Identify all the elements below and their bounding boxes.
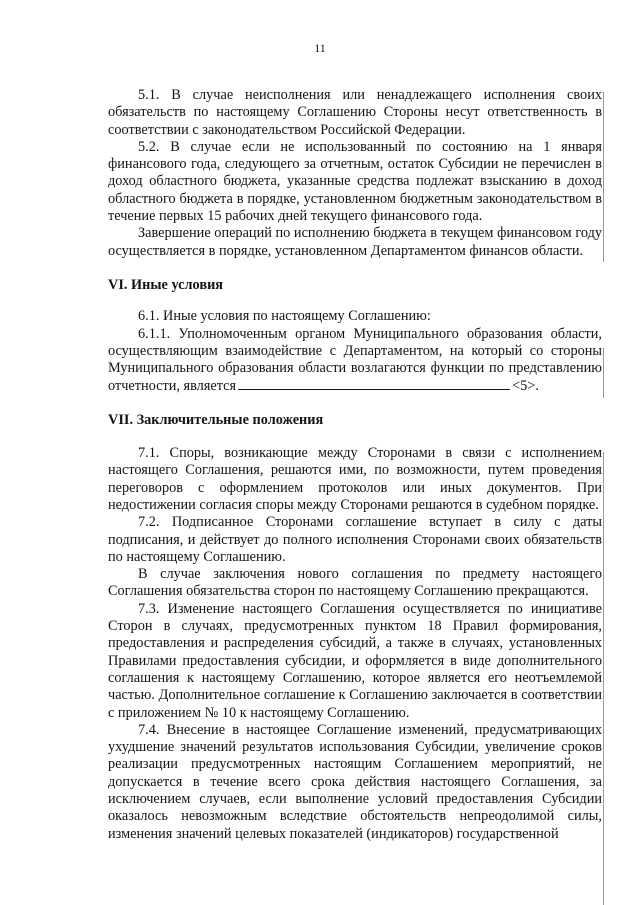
footnote-ref-5: <5>. bbox=[512, 378, 539, 395]
scan-edge-line-middle bbox=[603, 348, 604, 398]
paragraph-7-4: 7.4. Внесение в настоящее Соглашение изменений, предусматривающих ухудшение значений результатов использования Субсидии, увеличение сроков реализации предусмотренных настоящим Соглашением мероприятий, не допускается в течение всего срока действия настоящего Соглашения, за исключением случаев, если выполнение условий предоставления Субсидии оказалось невозможным вследствие обстоятельств непреодолимой силы, изменения значений целевых показателей (индикаторов) государственной bbox=[108, 721, 602, 842]
paragraph-7-2: 7.2. Подписанное Сторонами соглашение вступает в силу с даты подписания, и действует до полного исполнения Сторонами своих обязательств по настоящему Соглашению. bbox=[108, 514, 602, 565]
paragraph-7-1: 7.1. Споры, возникающие между Сторонами в связи с исполнением настоящего Соглашения, решаются ими, по возможности, путем проведения переговоров с оформлением протоколов или иных документов. При недостижении согласия споры между Сторонами решаются в судебном порядке. bbox=[108, 445, 602, 513]
paragraph-5-2: 5.2. В случае если не использованный по состоянию на 1 января финансового года, следующего за отчетным, остаток Субсидии не перечислен в доход областного бюджета, указанные средства подлежат взысканию в доход областного бюджета в порядке, установленном бюджетным законодательством в течение первых 15 рабочих дней текущего финансового года. bbox=[108, 138, 602, 225]
paragraph-7-2-new-agreement: В случае заключения нового соглашения по предмету настоящего Соглашения обязательства сторон по настоящему Соглашению прекращаются. bbox=[108, 566, 602, 600]
document-body bbox=[108, 87, 602, 843]
scan-edge-line-bottom bbox=[603, 452, 604, 905]
paragraph-6-1: 6.1. Иные условия по настоящему Соглашению: bbox=[138, 308, 431, 325]
section-heading-7: VII. Заключительные положения bbox=[108, 411, 324, 428]
page-number: 11 bbox=[314, 41, 326, 55]
paragraph-6-1-1 bbox=[108, 326, 602, 396]
paragraph-7-3: 7.3. Изменение настоящего Соглашения осуществляется по инициативе Сторон в случаях, предусмотренных пунктом 18 Правил формирования, предоставления и распределения субсидий, а также в случаях, установленных Правилами предоставления субсидии, и оформляется в виде дополнительного соглашения к настоящему Соглашению, которое является его неотъемлемой частью. Дополнительное соглашение к Соглашению заключается в соответствии с приложением № 10 к настоящему Соглашению. bbox=[108, 600, 602, 721]
paragraph-6-1-1-text: 6.1.1. Уполномоченным органом Муниципального образования области, осуществляющим взаимодействие с Департаментом, на который со стороны Муниципального образования области возлагаются функции по представлению отчетности, является bbox=[108, 325, 602, 395]
section-heading-6: VI. Иные условия bbox=[108, 276, 224, 293]
scan-edge-line-top bbox=[603, 92, 604, 262]
paragraph-5-1: 5.1. В случае неисполнения или ненадлежащего исполнения своих обязательств по настоящему Соглашению Стороны несут ответственность в соответствии с законодательством Российской Федерации. bbox=[108, 87, 602, 138]
paragraph-5-2-completion: Завершение операций по исполнению бюджета в текущем финансовом году осуществляется в порядке, установленном Департаментом финансов области. bbox=[108, 225, 602, 259]
fill-in-blank-line bbox=[238, 377, 510, 390]
